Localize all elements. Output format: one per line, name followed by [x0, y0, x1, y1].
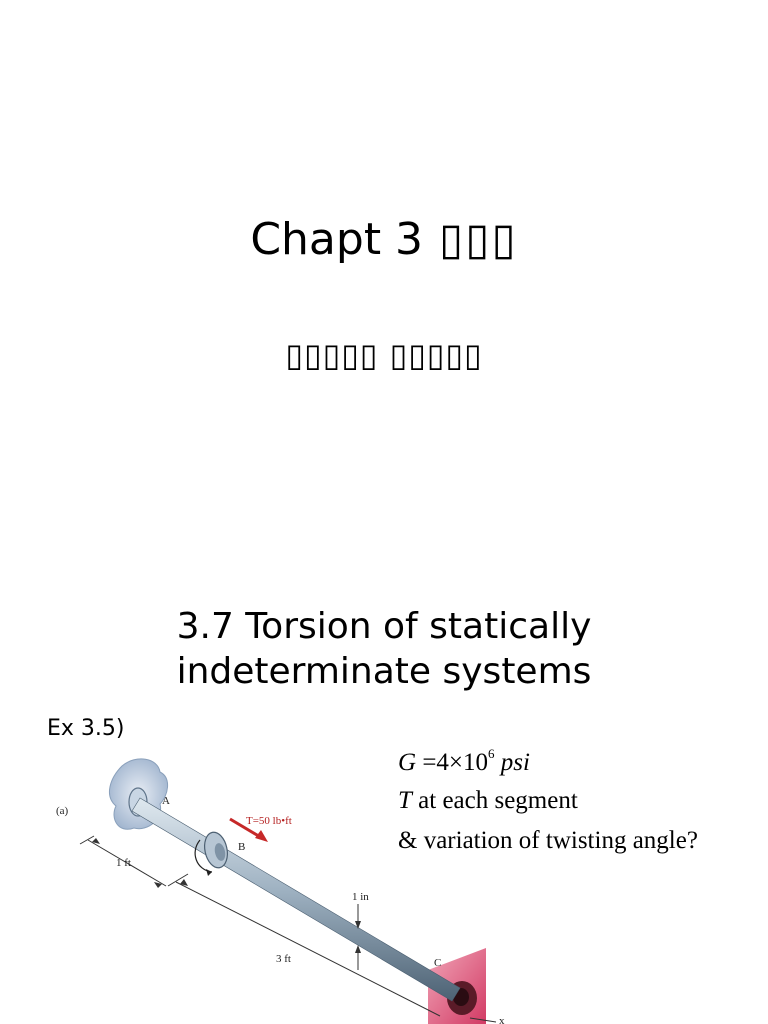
given-twist-question: & variation of twisting angle? — [398, 827, 698, 854]
shaft — [132, 798, 460, 1001]
point-c-label: C — [434, 957, 442, 969]
point-b-label: B — [238, 841, 246, 853]
section-heading-line-1: 3.7 Torsion of statically — [176, 606, 592, 647]
title-text: Chapt 3 — [250, 214, 424, 265]
g-exponent: 6 — [488, 746, 495, 761]
t-text: at each segment — [411, 787, 578, 814]
section-heading-line-2: indeterminate systems — [176, 651, 592, 692]
figure-part-label: (a) — [56, 805, 69, 817]
length-bc-label: 3 ft — [276, 953, 291, 965]
section-heading — [0, 604, 768, 694]
g-unit: psi — [500, 749, 530, 776]
g-symbol: G — [398, 749, 417, 776]
diameter-label: 1 in — [352, 891, 369, 903]
g-value: =4×10 — [416, 749, 489, 776]
point-a-label: A — [162, 795, 170, 807]
slide-subtitle: ▯▯▯▯▯ ▯▯▯▯▯ — [285, 336, 483, 374]
shaft-diagram — [40, 748, 520, 1024]
length-ab-label: 1 ft — [116, 857, 131, 869]
example-label: Ex 3.5) — [47, 716, 125, 741]
torque-label: T=50 lb•ft — [246, 815, 292, 827]
title-tofu-glyphs: ▯▯▯ — [439, 214, 518, 265]
x-axis-label: x — [499, 1015, 505, 1024]
slide-title — [0, 214, 768, 265]
t-symbol: T — [398, 787, 412, 814]
